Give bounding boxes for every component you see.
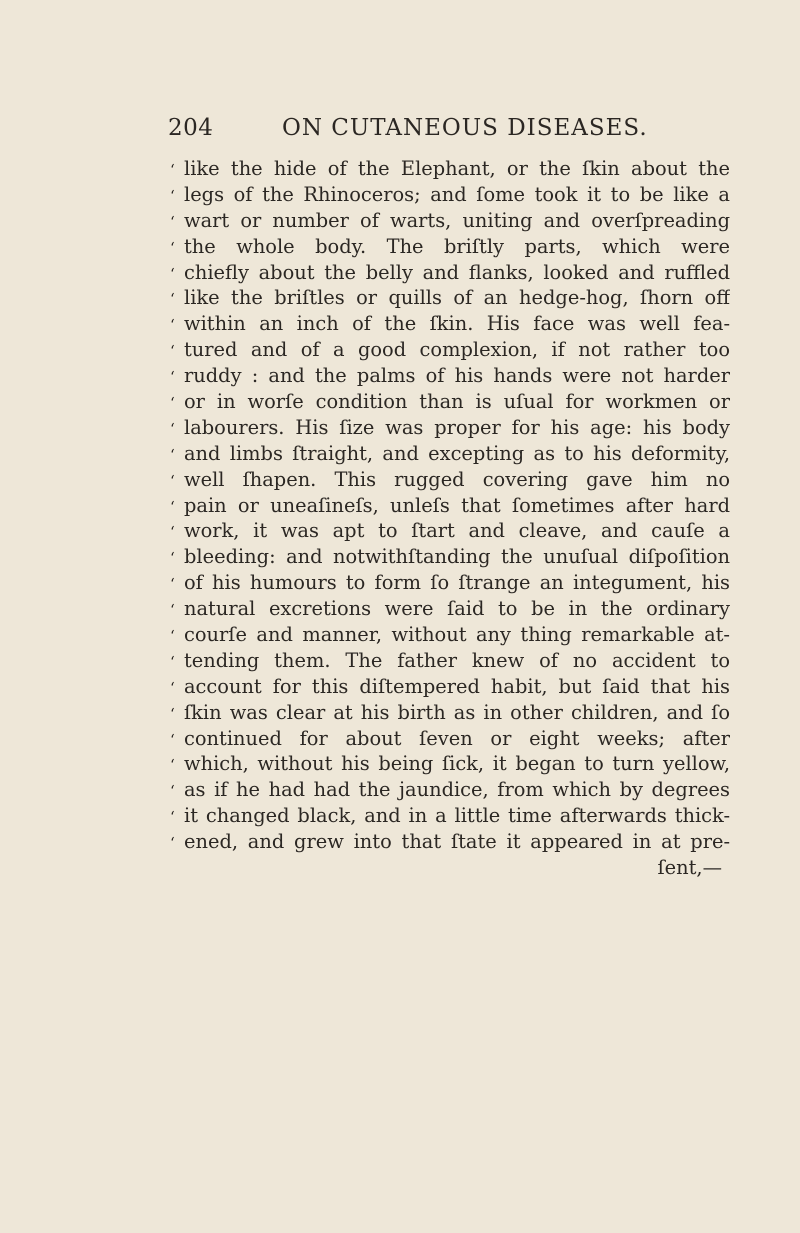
text-line <box>170 777 730 803</box>
line-text: which, without his being ſick, it began to turn yellow, <box>184 752 730 776</box>
line-text: labourers. His ſize was proper for his age: his body <box>184 415 730 439</box>
text-line <box>170 389 730 415</box>
text-line <box>170 544 730 570</box>
quote-mark: ‘ <box>170 316 175 335</box>
text-line <box>170 311 730 337</box>
line-text: account for this diſtempered habit, but ſaid that his <box>184 674 730 698</box>
quote-mark: ‘ <box>170 523 175 542</box>
page-header <box>160 112 722 144</box>
text-line <box>170 622 730 648</box>
quote-mark: ‘ <box>170 186 175 205</box>
text-line <box>170 467 730 493</box>
quote-mark: ‘ <box>170 419 175 438</box>
line-text: pain or uneaſineſs, unleſs that ſometimes after hard <box>184 493 730 517</box>
text-line <box>170 596 730 622</box>
quote-mark: ‘ <box>170 264 175 283</box>
text-line <box>170 415 730 441</box>
line-text: courſe and manner, without any thing remarkable at- <box>184 623 730 647</box>
line-text: the whole body. The briſtly parts, which were <box>184 234 730 258</box>
quote-mark: ‘ <box>170 445 175 464</box>
text-line <box>170 570 730 596</box>
line-text: continued for about ſeven or eight weeks; after <box>184 726 730 750</box>
text-line <box>170 156 730 182</box>
body-text <box>170 156 730 881</box>
line-text: or in worſe condition than is uſual for workmen or <box>184 390 730 414</box>
text-line <box>170 260 730 286</box>
text-line <box>170 208 730 234</box>
quote-mark: ‘ <box>170 575 175 594</box>
line-text: bleeding: and notwithſtanding the unuſual diſpoſition <box>184 545 730 569</box>
quote-mark: ‘ <box>170 834 175 853</box>
line-text: legs of the Rhinoceros; and ſome took it to be like a <box>184 182 730 206</box>
text-line <box>170 700 730 726</box>
line-text: tured and of a good complexion, if not rather too <box>184 338 730 362</box>
quote-mark: ‘ <box>170 678 175 697</box>
line-text: well ſhapen. This rugged covering gave him no <box>184 467 730 491</box>
quote-mark: ‘ <box>170 782 175 801</box>
line-text: like the hide of the Elephant, or the ſkin about the <box>184 157 730 180</box>
line-text: work, it was apt to ſtart and cleave, and cauſe a <box>184 519 730 543</box>
line-text: tending them. The father knew of no accident to <box>184 648 730 672</box>
line-text: and limbs ſtraight, and excepting as to his deformity, <box>184 441 730 465</box>
quote-mark: ‘ <box>170 627 175 646</box>
line-text: like the briſtles or quills of an hedge-hog, ſhorn off <box>184 286 730 310</box>
running-title: ON CUTANEOUS DISEASES. <box>282 115 648 141</box>
quote-mark: ‘ <box>170 290 175 309</box>
catchword-line <box>170 855 730 881</box>
text-line <box>170 285 730 311</box>
page-number: 204 <box>168 115 214 141</box>
text-line <box>170 493 730 519</box>
quote-mark: ‘ <box>170 601 175 620</box>
quote-mark: ‘ <box>170 497 175 516</box>
catchword: ſent,— <box>657 856 722 880</box>
text-line <box>170 829 730 855</box>
quote-mark: ‘ <box>170 730 175 749</box>
quote-mark: ‘ <box>170 161 175 179</box>
text-line <box>170 337 730 363</box>
line-text: ſkin was clear at his birth as in other children, and ſo <box>184 700 730 724</box>
quote-mark: ‘ <box>170 471 175 490</box>
text-line <box>170 803 730 829</box>
quote-mark: ‘ <box>170 756 175 775</box>
line-text: as if he had had the jaundice, from which by degrees <box>184 778 730 802</box>
line-text: it changed black, and in a little time afterwards thick- <box>184 804 730 828</box>
text-line <box>170 234 730 260</box>
line-text: ruddy : and the palms of his hands were not harder <box>184 364 730 388</box>
quote-mark: ‘ <box>170 704 175 723</box>
text-line <box>170 518 730 544</box>
line-text: ened, and grew into that ſtate it appeared in at pre- <box>184 830 730 854</box>
quote-mark: ‘ <box>170 394 175 413</box>
text-line <box>170 674 730 700</box>
line-text: chiefly about the belly and flanks, looked and ruffled <box>184 260 730 284</box>
quote-mark: ‘ <box>170 549 175 568</box>
quote-mark: ‘ <box>170 808 175 827</box>
text-line <box>170 441 730 467</box>
quote-mark: ‘ <box>170 368 175 387</box>
line-text: wart or number of warts, uniting and overſpreading <box>184 208 730 232</box>
text-line <box>170 751 730 777</box>
quote-mark: ‘ <box>170 212 175 231</box>
line-text: within an inch of the ſkin. His face was well fea- <box>184 312 730 336</box>
text-line <box>170 648 730 674</box>
line-text: of his humours to form ſo ſtrange an integument, his <box>184 571 730 595</box>
quote-mark: ‘ <box>170 342 175 361</box>
quote-mark: ‘ <box>170 652 175 671</box>
text-line <box>170 182 730 208</box>
text-line <box>170 363 730 389</box>
quote-mark: ‘ <box>170 238 175 257</box>
text-line <box>170 726 730 752</box>
line-text: natural excretions were ſaid to be in the ordinary <box>184 597 730 621</box>
